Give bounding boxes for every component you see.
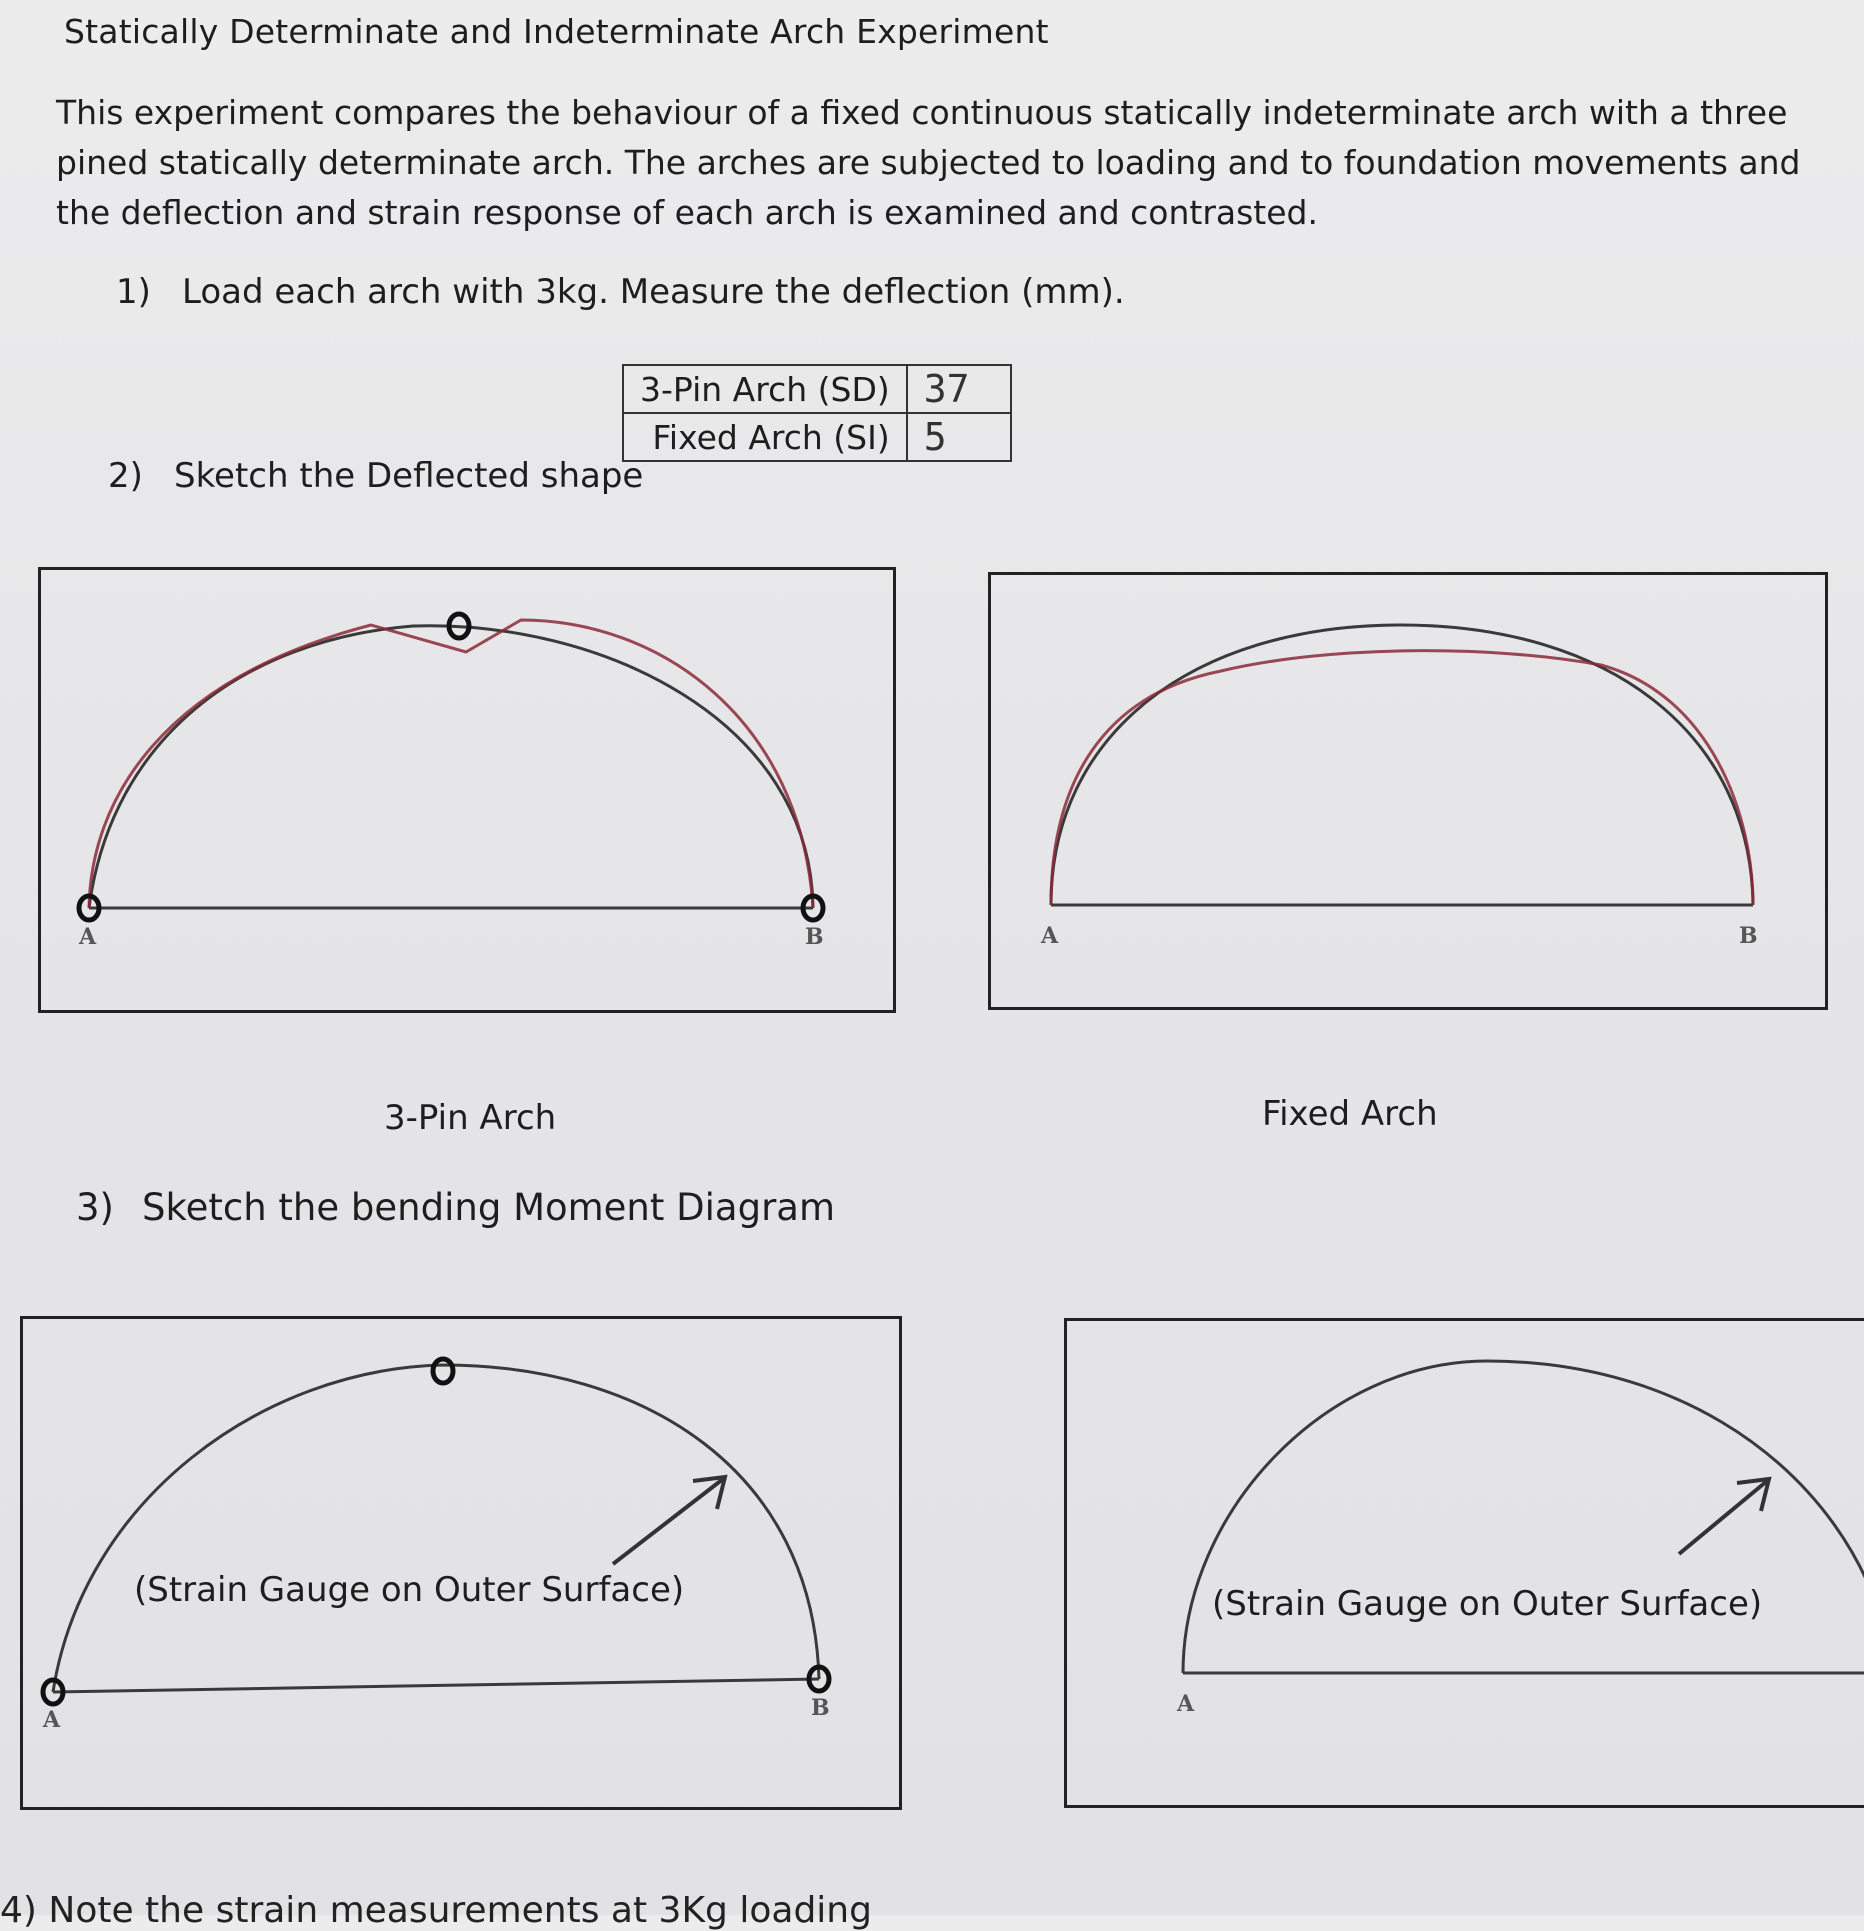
- arch-deflected-sketch: [89, 620, 813, 908]
- support-label-a: A: [43, 1707, 61, 1733]
- diagram-fixed-deflected: [991, 575, 1825, 1007]
- support-label-a: A: [79, 924, 97, 950]
- arrow-icon: [1679, 1479, 1769, 1554]
- arch-shape: [1183, 1361, 1864, 1673]
- arrow-icon: [613, 1477, 725, 1564]
- diagram-fixed-moment: [1067, 1321, 1864, 1805]
- question-2-number: 2): [108, 456, 143, 496]
- arch-original: [1051, 625, 1753, 905]
- diagram-3pin-deflected: [41, 570, 893, 1010]
- table-row: [623, 365, 1011, 413]
- arch-base-line: [53, 1679, 819, 1692]
- arch-deflected-sketch: [1051, 651, 1753, 905]
- question-3-number: 3): [76, 1186, 114, 1229]
- panel-3pin-moment: [20, 1316, 902, 1810]
- question-1-number: 1): [116, 272, 151, 312]
- caption-3pin-arch: 3-Pin Arch: [384, 1098, 557, 1138]
- question-1-text: Load each arch with 3kg. Measure the deflection (mm).: [182, 272, 1125, 312]
- diagram-3pin-moment: [23, 1319, 899, 1807]
- question-2: [108, 456, 643, 496]
- caption-fixed-arch: Fixed Arch: [1262, 1094, 1438, 1134]
- question-4-cutoff: 4) Note the strain measurements at 3Kg loading: [0, 1890, 872, 1931]
- panel-3pin-deflected: [38, 567, 896, 1013]
- support-label-a: A: [1177, 1691, 1195, 1717]
- intro-paragraph: This experiment compares the behaviour of a fixed continuous statically indeterminate arch with a three pined statically determinate arch. The arches are subjected to loading and to foundation movements and the deflection and strain response of each arch is examined and contrasted.: [56, 93, 1801, 232]
- row-value-fixed: 5: [907, 413, 1011, 461]
- deflection-table: [622, 364, 1012, 462]
- support-label-b: B: [1739, 923, 1758, 949]
- table-row: [623, 413, 1011, 461]
- support-label-a: A: [1041, 923, 1059, 949]
- strain-gauge-label-fixed: (Strain Gauge on Outer Surface): [1212, 1584, 1763, 1624]
- question-1: [116, 272, 1125, 312]
- question-2-text: Sketch the Deflected shape: [174, 456, 644, 496]
- arch-original: [89, 626, 813, 908]
- support-label-b: B: [811, 1695, 830, 1721]
- row-value-3pin: 37: [907, 365, 1011, 413]
- row-label-fixed: Fixed Arch (SI): [623, 413, 907, 461]
- panel-fixed-deflected: [988, 572, 1828, 1010]
- strain-gauge-label-3pin: (Strain Gauge on Outer Surface): [134, 1570, 685, 1610]
- pin-crown-icon: [433, 1359, 453, 1383]
- question-3: [76, 1186, 835, 1229]
- row-label-3pin: 3-Pin Arch (SD): [623, 365, 907, 413]
- arch-shape: [53, 1365, 819, 1692]
- question-3-text: Sketch the bending Moment Diagram: [142, 1186, 836, 1229]
- panel-fixed-moment: [1064, 1318, 1864, 1808]
- page-title: Statically Determinate and Indeterminate Arch Experiment: [64, 12, 1049, 51]
- support-label-b: B: [805, 924, 824, 950]
